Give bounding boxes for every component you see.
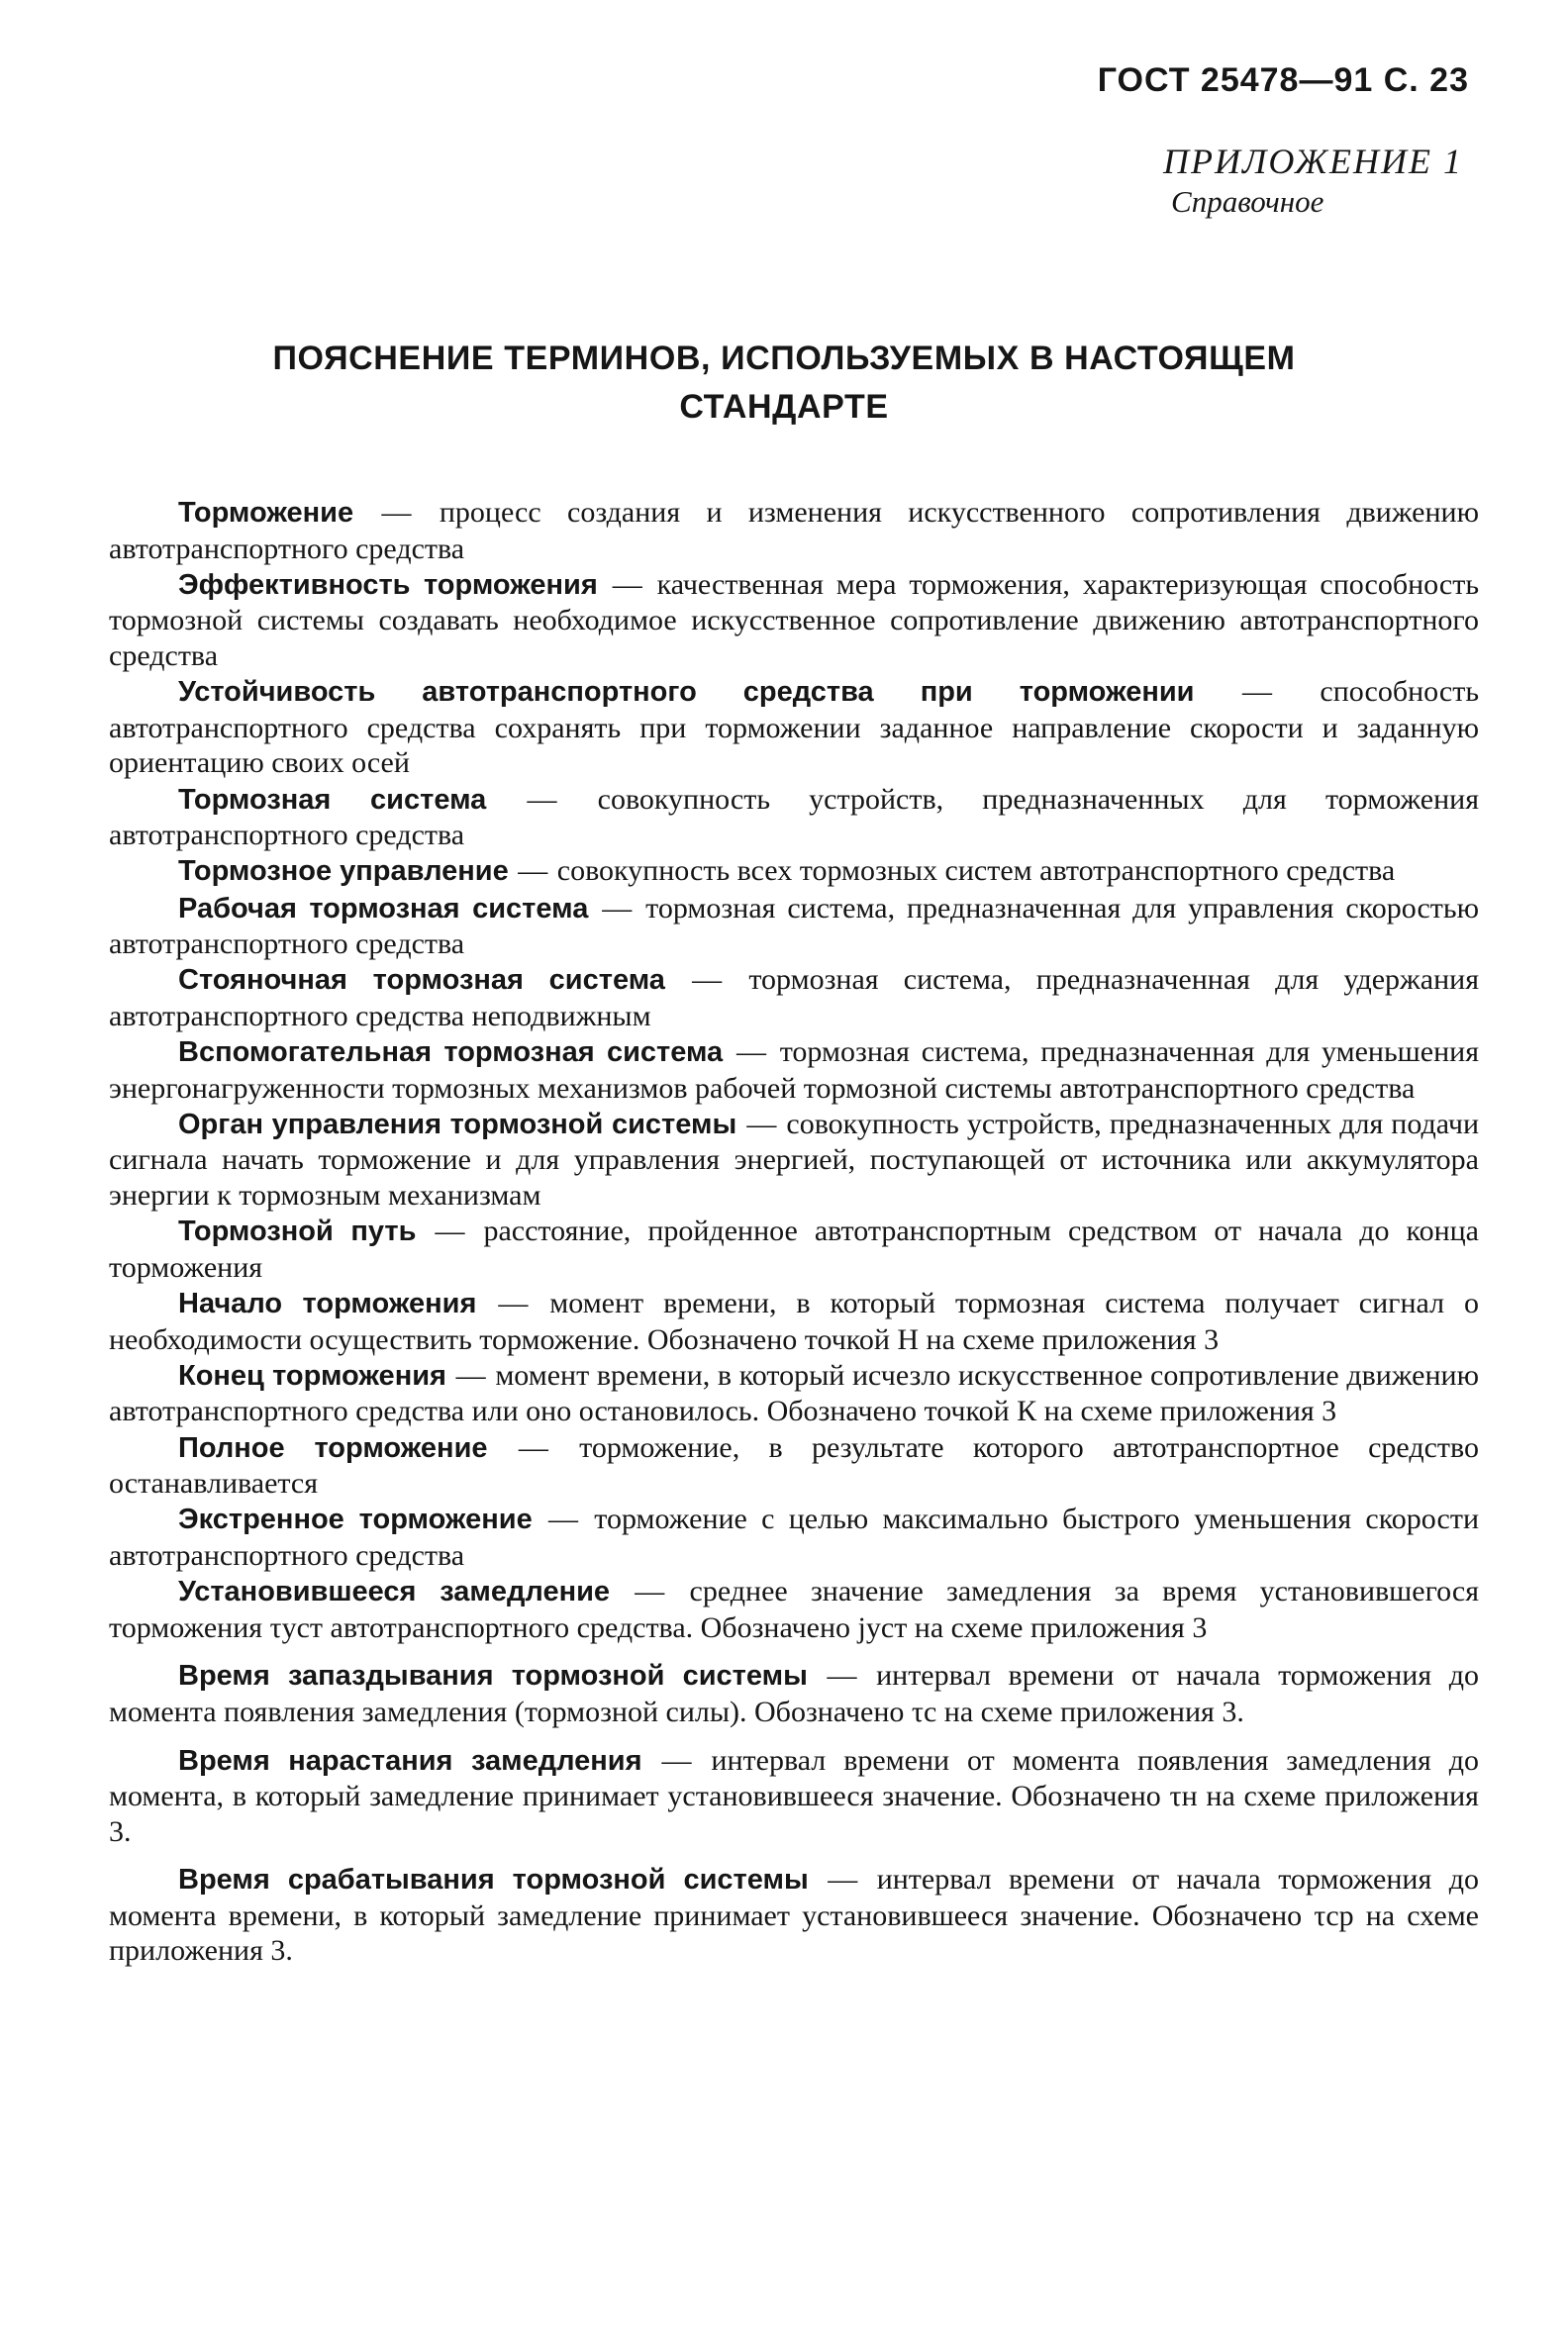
term-definition: совокупность устройств, предназначенных для подачи сигнала начать торможение и для управления энергией, поступающей от источника или аккумулятора энергии к тормозным механизмам: [109, 1107, 1480, 1213]
term-dash: —: [612, 567, 642, 601]
term-entry: [109, 1214, 1479, 1285]
term-entry: [109, 495, 1479, 566]
term-definition: торможение, в результате которого автотранспортное средство останавливается: [109, 1430, 1479, 1501]
term-definition: расстояние, пройденное автотранспортным средством от начала до конца торможения: [109, 1215, 1479, 1284]
term-entry: [109, 1358, 1479, 1429]
term-entry: [109, 1574, 1479, 1645]
term-name: Начало торможения: [178, 1288, 477, 1319]
term-dash: —: [661, 1743, 692, 1777]
term-definition: тормозная система, предназначенная для управления скоростью автотранспортного средства: [109, 891, 1479, 961]
term-name: Эффективность торможения: [178, 568, 598, 601]
term-dash: —: [455, 1358, 486, 1392]
term-definition: качественная мера торможения, характеризующая способность тормозной системы создавать необходимое искусственное сопротивление движению автотранспортного средства: [109, 567, 1479, 672]
appendix-label: [1163, 141, 1463, 220]
term-name: Тормозной путь: [178, 1216, 417, 1248]
term-dash: —: [746, 1107, 777, 1140]
term-definition: тормозная система, предназначенная для удержания автотранспортного средства неподвижным: [109, 963, 1480, 1032]
term-dash: —: [827, 1659, 857, 1693]
term-dash: —: [1241, 675, 1272, 709]
term-dash: —: [828, 1863, 858, 1897]
term-name: Устойчивость автотранспортного средства при торможении: [178, 676, 1195, 709]
term-entry: [109, 853, 1479, 890]
term-name: Орган управления тормозной системы: [178, 1108, 737, 1140]
term-entry: [109, 1658, 1479, 1729]
term-entry: [109, 1286, 1479, 1357]
term-entry: [109, 1862, 1479, 1969]
term-definition: способность автотранспортного средства сохранять при торможении заданное направление скорости и заданную ориентацию своих осей: [109, 675, 1480, 780]
term-dash: —: [381, 496, 412, 529]
term-name: Торможение: [178, 497, 354, 529]
term-definition: интервал времени от начала торможения до момента времени, в который замедление принимает установившееся значение. Обозначено τср на схеме приложения 3.: [109, 1863, 1480, 1968]
term-name: Экстренное торможение: [178, 1504, 533, 1536]
term-dash: —: [518, 854, 548, 888]
document-title-line-2: СТАНДАРТЕ: [679, 388, 889, 426]
term-name: Время срабатывания тормозной системы: [178, 1864, 809, 1897]
term-dash: —: [518, 1430, 548, 1464]
term-name: Тормозное управление: [178, 855, 509, 888]
document-title: [0, 335, 1568, 432]
term-name: Время нарастания замедления: [178, 1744, 642, 1777]
term-dash: —: [527, 782, 557, 816]
term-name: Рабочая тормозная система: [178, 892, 589, 925]
term-definition: совокупность устройств, предназначенных для торможения автотранспортного средства: [109, 782, 1480, 852]
terms-list: [109, 495, 1479, 1970]
term-entry: [109, 1034, 1479, 1106]
term-dash: —: [498, 1287, 529, 1319]
page-header: ГОСТ 25478—91 С. 23: [1097, 61, 1469, 99]
term-name: Стояночная тормозная система: [178, 964, 665, 997]
document-title-line-1: ПОЯСНЕНИЕ ТЕРМИНОВ, ИСПОЛЬЗУЕМЫХ В НАСТОЯЩЕМ: [272, 340, 1296, 377]
term-definition: торможение с целью максимально быстрого уменьшения скорости автотранспортного средства: [109, 1503, 1480, 1572]
term-entry: [109, 1502, 1479, 1573]
term-entry: [109, 567, 1479, 674]
term-definition: момент времени, в который исчезло искусственное сопротивление движению автотранспортного средства или оно остановилось. Обозначено точкой К на схеме приложения 3: [109, 1358, 1479, 1428]
term-entry: [109, 782, 1479, 853]
term-dash: —: [548, 1503, 578, 1536]
term-entry: [109, 1107, 1479, 1214]
term-definition: процесс создания и изменения искусственного сопротивления движению автотранспортного средства: [109, 496, 1479, 565]
term-entry: [109, 1430, 1479, 1502]
term-name: Установившееся замедление: [178, 1576, 611, 1608]
term-dash: —: [602, 891, 633, 925]
term-dash: —: [635, 1575, 665, 1608]
term-entry: [109, 1743, 1479, 1850]
term-definition: среднее значение замедления за время установившегося торможения τуст автотранспортного средства. Обозначено jуст на схеме приложения 3: [109, 1575, 1480, 1644]
term-entry: [109, 891, 1479, 962]
appendix-type: Справочное: [1171, 184, 1324, 219]
appendix-title: ПРИЛОЖЕНИЕ 1: [1163, 142, 1463, 181]
term-dash: —: [435, 1215, 465, 1248]
term-dash: —: [735, 1035, 766, 1069]
term-definition: момент времени, в который тормозная система получает сигнал о необходимости осуществить торможение. Обозначено точкой Н на схеме приложения 3: [109, 1287, 1479, 1356]
term-definition: интервал времени от момента появления замедления до момента, в который замедление принимает установившееся значение. Обозначено τн на схеме приложения 3.: [109, 1743, 1480, 1848]
term-dash: —: [692, 963, 723, 997]
term-name: Конец торможения: [178, 1359, 446, 1392]
term-entry: [109, 674, 1479, 781]
term-definition: интервал времени от начала торможения до момента появления замедления (тормозной силы). Обозначено τс на схеме приложения 3.: [109, 1659, 1480, 1728]
term-name: Вспомогательная тормозная система: [178, 1036, 724, 1069]
term-definition: тормозная система, предназначенная для уменьшения энергонагруженности тормозных механизмов рабочей тормозной системы автотранспортного средства: [109, 1035, 1479, 1105]
term-entry: [109, 962, 1479, 1033]
term-definition: совокупность всех тормозных систем автотранспортного средства: [556, 854, 1396, 888]
term-name: Время запаздывания тормозной системы: [178, 1660, 808, 1693]
term-name: Тормозная система: [178, 783, 487, 816]
term-name: Полное торможение: [178, 1431, 488, 1464]
